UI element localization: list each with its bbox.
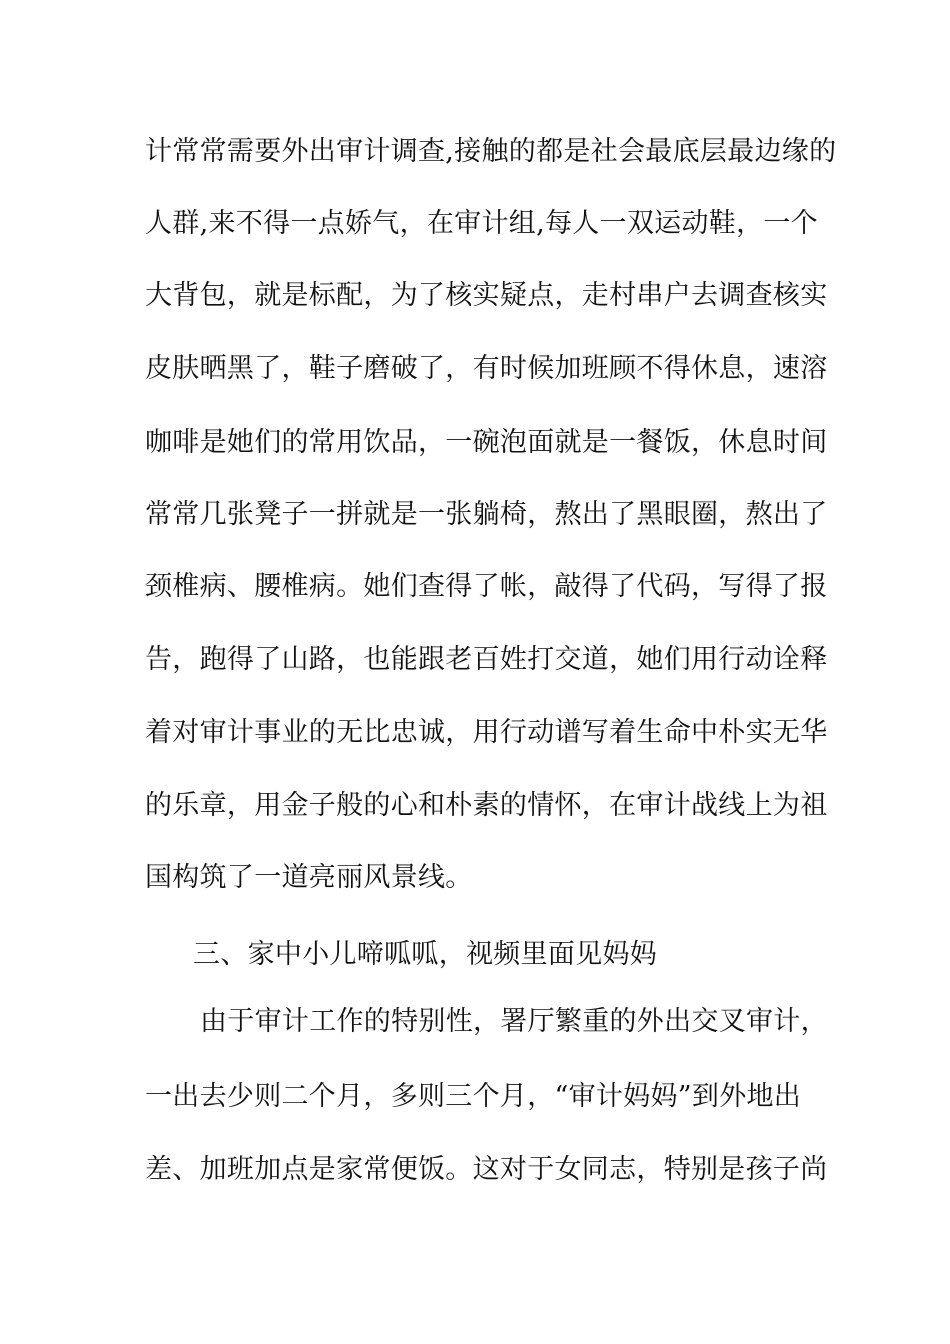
paragraph-line: 咖啡是她们的常用饮品，一碗泡面就是一餐饭，休息时间 bbox=[145, 427, 828, 458]
paragraph-line: 人群,来不得一点娇气，在审计组,每人一双运动鞋，一个 bbox=[145, 208, 818, 239]
paragraph-line: 常常几张凳子一拼就是一张躺椅，熬出了黑眼圈，熬出了 bbox=[145, 499, 828, 530]
paragraph-line: 计常常需要外出审计调查,接触的都是社会最底层最边缘的 bbox=[145, 136, 837, 167]
paragraph-line: 大背包，就是标配，为了核实疑点，走村串户去调查核实 bbox=[145, 280, 828, 311]
paragraph-line: 差、加班加点是家常便饭。这对于女同志，特别是孩子尚 bbox=[145, 1154, 828, 1185]
paragraph-line: 着对审计事业的无比忠诚，用行动谱写着生命中朴实无华 bbox=[145, 717, 828, 748]
paragraph-line: 皮肤晒黑了，鞋子磨破了，有时候加班顾不得休息，速溶 bbox=[145, 353, 828, 384]
paragraph-line: 国构筑了一道亮丽风景线。 bbox=[145, 862, 473, 893]
paragraph-line: 一出去少则二个月，多则三个月，“审计妈妈”到外地出 bbox=[145, 1081, 802, 1112]
paragraph-line: 的乐章，用金子般的心和朴素的情怀，在审计战线上为祖 bbox=[145, 790, 828, 821]
section-heading: 三、家中小儿啼呱呱，视频里面见妈妈 bbox=[193, 939, 658, 970]
paragraph-line: 颈椎病、腰椎病。她们查得了帐，敲得了代码，写得了报 bbox=[145, 571, 828, 602]
paragraph-line: 告，跑得了山路，也能跟老百姓打交道，她们用行动诠释 bbox=[145, 644, 828, 675]
paragraph-line: 由于审计工作的特别性，署厅繁重的外出交叉审计， bbox=[200, 1006, 828, 1037]
